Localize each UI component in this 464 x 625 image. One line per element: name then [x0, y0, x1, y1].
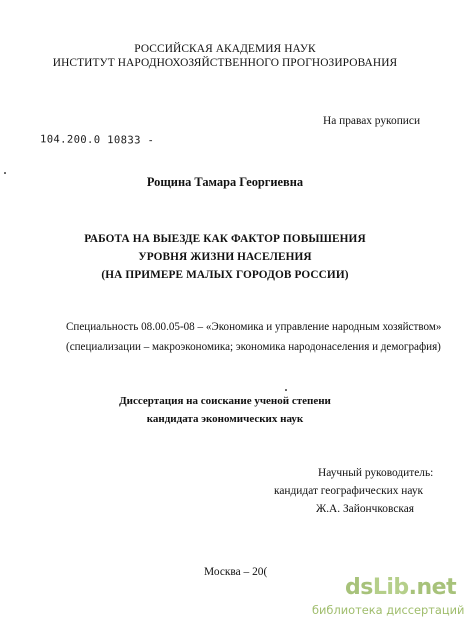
- author-name: Рощина Тамара Георгиевна: [146, 175, 304, 189]
- dslib-watermark: [312, 575, 464, 625]
- supervisor-name: Ж.А. Зайончковская: [316, 503, 415, 515]
- degree-line-1: Диссертация на соискание ученой степени: [119, 395, 331, 407]
- dslib-logo-lib: Lib: [372, 575, 409, 600]
- title-line-2: УРОВНЯ ЖИЗНИ НАСЕЛЕНИЯ: [138, 251, 312, 263]
- manuscript-rights-note: На правах рукописи: [323, 115, 421, 127]
- supervisor-degree: кандидат географических наук: [274, 485, 424, 497]
- organization-line-2: ИНСТИТУТ НАРОДНОХОЗЯЙСТВЕННОГО ПРОГНОЗИРОВАНИЯ: [52, 57, 398, 69]
- title-line-1: РАБОТА НА ВЫЕЗДЕ КАК ФАКТОР ПОВЫШЕНИЯ: [84, 233, 366, 245]
- dslib-logo: [345, 575, 456, 600]
- dslib-logo-net: .net: [408, 575, 457, 600]
- dslib-logo-ds: ds: [345, 575, 373, 600]
- organization-line-1: РОССИЙСКАЯ АКАДЕМИЯ НАУК: [134, 43, 316, 55]
- library-stamp-number: 104.200.0 10833 -: [39, 133, 155, 147]
- specialty-line-2: (специализации – макроэкономика; экономика народонаселения и демография): [66, 341, 441, 353]
- scan-speck: [4, 172, 6, 174]
- supervisor-label: Научный руководитель:: [318, 467, 434, 479]
- place-and-year: Москва – 20(: [204, 566, 268, 578]
- degree-line-2: кандидата экономических наук: [146, 413, 304, 425]
- specialty-line-1: Специальность 08.00.05-08 – «Экономика и управление народным хозяйством»: [66, 321, 442, 333]
- dslib-subtitle: библиотека диссертаций: [312, 603, 464, 617]
- scan-speck: [285, 389, 287, 391]
- title-line-3: (НА ПРИМЕРЕ МАЛЫХ ГОРОДОВ РОССИИ): [101, 269, 349, 281]
